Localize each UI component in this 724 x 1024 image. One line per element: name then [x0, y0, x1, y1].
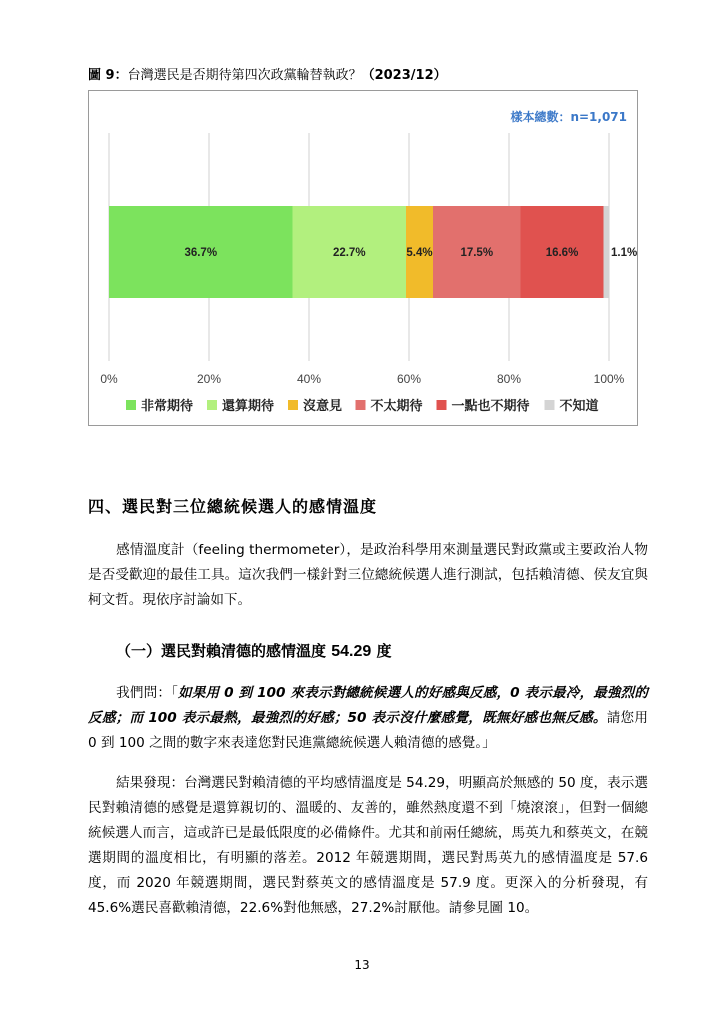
question-emphasis: 如果用 0 到 100 來表示對總統候選人的好感與反感，0 表示最冷，最強烈的反感；而 100 表示最熱，最強烈的好感；50 表示沒什麼感覺，既無好感也無反感。: [88, 685, 649, 726]
figure-caption-label: 圖 9：: [88, 68, 128, 83]
x-tick-label: 0%: [100, 372, 118, 386]
legend-label: 一點也不期待: [451, 399, 530, 414]
data-label: 36.7%: [184, 247, 218, 259]
legend-label: 不知道: [559, 399, 599, 414]
data-label: 22.7%: [332, 247, 366, 259]
figure-caption-date: （2023/12）: [361, 68, 447, 83]
legend-swatch: [545, 400, 555, 410]
question-lead: 我們問：「: [116, 685, 179, 701]
figure-caption: [88, 64, 447, 83]
section-heading: 四、選民對三位總統候選人的感情溫度: [88, 497, 378, 516]
stacked-bar-chart: [89, 91, 637, 425]
chart-frame: [88, 90, 638, 426]
x-tick-label: 80%: [496, 372, 522, 386]
subsection-heading-suffix: 度: [371, 642, 392, 660]
legend-swatch: [437, 400, 447, 410]
data-label: 16.6%: [545, 247, 579, 259]
question-paragraph: [88, 681, 648, 756]
subsection-heading-prefix: （一）選民對賴清德的感情溫度: [116, 642, 332, 660]
result-paragraph: [88, 771, 648, 921]
legend-label: 不太期待: [370, 399, 423, 414]
x-tick-label: 40%: [296, 372, 322, 386]
figure-caption-text: 台灣選民是否期待第四次政黨輪替執政？: [127, 68, 362, 83]
question-tail: 請您用 0 到 100 之間的數字來表達您對民進黨總統候選人賴清德的感覺。」: [88, 710, 648, 751]
legend-swatch: [288, 400, 298, 410]
legend-label: 沒意見: [303, 399, 343, 414]
legend-label: 還算期待: [222, 399, 275, 414]
intro-paragraph: [88, 538, 648, 613]
subsection-heading-value: 54.29: [331, 643, 372, 660]
data-label: 1.1%: [611, 247, 637, 259]
sample-size-label: 樣本總數：n=1,071: [510, 110, 627, 124]
data-label: 5.4%: [406, 247, 433, 259]
legend-label: 非常期待: [141, 399, 194, 414]
legend-swatch: [356, 400, 366, 410]
bar-segment: [604, 206, 610, 298]
result-text: 結果發現：台灣選民對賴清德的平均感情溫度是 54.29，明顯高於無感的 50 度，表示選民對賴清德的感覺是還算親切的、溫暖的、友善的，雖然熱度還不到「燒滾滾」，但對一個總統候選人而言，這或許已是最低限度的必備條件。尤其和前兩任總統，馬英九和蔡英文，在競選期間的溫度相比，有明顯的落差。2012 年競選期間，選民對馬英九的感情溫度是 57.6 度，而 2020 年競選期間，選民對蔡英文的感情溫度是 57.9 度。更深入的分析發現，有 45.6%選民喜歡賴清德，22.6%對他無感，27.2%討厭他。請參見圖 10。: [88, 775, 648, 916]
intro-text: 感情溫度計（feeling thermometer），是政治科學用來測量選民對政黨或主要政治人物是否受歡迎的最佳工具。這次我們一樣針對三位總統候選人進行測試，包括賴清德、侯友宜與柯文哲。現依序討論如下。: [88, 542, 648, 608]
x-tick-label: 100%: [593, 372, 625, 386]
legend-swatch: [207, 400, 217, 410]
data-label: 17.5%: [460, 247, 494, 259]
page-number: 13: [354, 958, 370, 972]
legend-swatch: [126, 400, 136, 410]
x-tick-label: 60%: [396, 372, 422, 386]
x-tick-label: 20%: [196, 372, 222, 386]
subsection-heading: [116, 640, 392, 661]
